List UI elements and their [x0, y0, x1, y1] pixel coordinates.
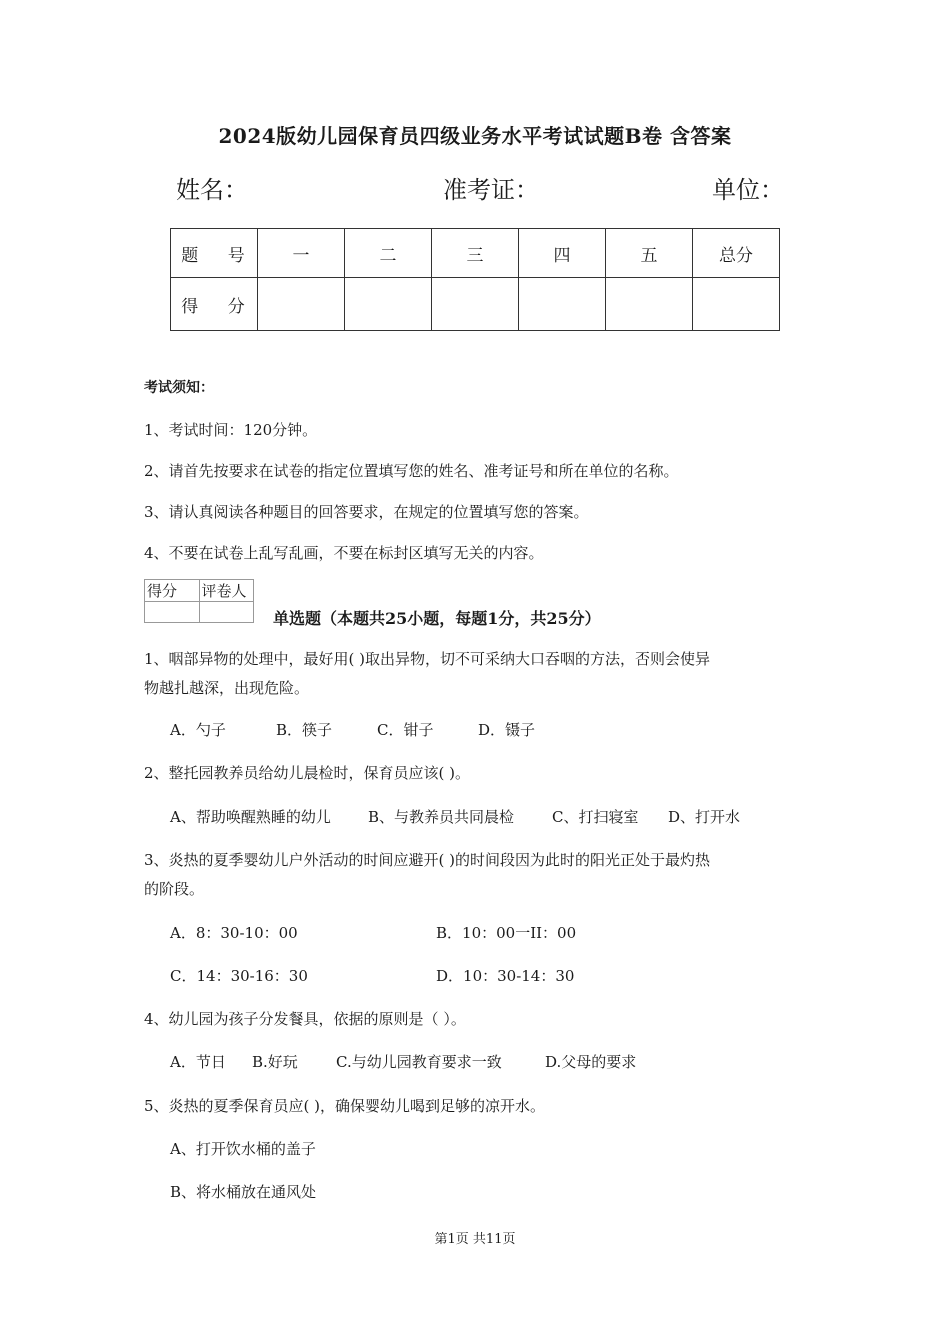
notice-item: 1、考试时间：120分钟。 [144, 421, 318, 439]
option-a: A、帮助唤醒熟睡的幼儿 [170, 808, 331, 826]
question-text: 的阶段。 [144, 880, 205, 898]
score-cell[interactable] [432, 278, 519, 331]
score-cell[interactable] [258, 278, 345, 331]
option-d: D．10：30-14：30 [436, 967, 575, 985]
page-footer: 第1页 共11页 [434, 1232, 516, 1247]
question-text: 3、炎热的夏季婴幼儿户外活动的时间应避开( )的时间段因为此时的阳光正处于最灼热 [144, 851, 711, 869]
unit-label: 单位： [712, 176, 784, 204]
grader-name-cell[interactable] [199, 602, 254, 623]
score-label: 得 分 [171, 278, 258, 331]
question-number-label: 题 号 [171, 229, 258, 278]
question-text: 2、整托园教养员给幼儿晨检时，保育员应该( )。 [144, 764, 471, 782]
option-d: D、打开水 [668, 808, 741, 826]
column-header: 一 [258, 229, 345, 278]
notice-item: 4、不要在试卷上乱写乱画，不要在标封区填写无关的内容。 [144, 544, 544, 562]
column-header: 总分 [693, 229, 780, 278]
option-c: C．钳子 [377, 721, 434, 739]
notice-item: 3、请认真阅读各种题目的回答要求，在规定的位置填写您的答案。 [144, 503, 589, 521]
score-cell[interactable] [693, 278, 780, 331]
name-label: 姓名： [176, 176, 248, 204]
option-d: D.父母的要求 [545, 1053, 637, 1071]
score-cell[interactable] [345, 278, 432, 331]
option-b: B、与教养员共同晨检 [368, 808, 515, 826]
page-title: 2024版幼儿园保育员四级业务水平考试试题B卷 含答案 [218, 124, 732, 148]
question-text: 5、炎热的夏季保育员应( )，确保婴幼儿喝到足够的凉开水。 [144, 1097, 546, 1115]
option-b: B.好玩 [252, 1053, 298, 1071]
option-c: C、打扫寝室 [552, 808, 639, 826]
grader-box [144, 579, 254, 623]
option-a: A、打开饮水桶的盖子 [170, 1140, 316, 1158]
option-d: D．镊子 [478, 721, 536, 739]
column-header: 四 [519, 229, 606, 278]
question-text: 物越扎越深，出现危险。 [144, 679, 310, 697]
notice-item: 2、请首先按要求在试卷的指定位置填写您的姓名、准考证号和所在单位的名称。 [144, 462, 679, 480]
column-header: 二 [345, 229, 432, 278]
score-table-header-row [171, 229, 780, 278]
option-c: C.与幼儿园教育要求一致 [336, 1053, 502, 1071]
grader-score-cell[interactable] [145, 602, 200, 623]
option-a: A．勺子 [170, 721, 226, 739]
column-header: 三 [432, 229, 519, 278]
option-b: B、将水桶放在通风处 [170, 1183, 317, 1201]
question-text: 4、幼儿园为孩子分发餐具，依据的原则是（ ）。 [144, 1010, 466, 1028]
option-b: B．筷子 [276, 721, 333, 739]
grader-name-label: 评卷人 [199, 580, 254, 602]
option-a: A．节日 [170, 1053, 226, 1071]
section-title: 单选题（本题共25小题，每题1分，共25分） [273, 609, 601, 628]
option-a: A．8：30-10：00 [170, 924, 298, 942]
score-table [170, 228, 780, 331]
score-cell[interactable] [606, 278, 693, 331]
exam-id-label: 准考证： [443, 176, 539, 204]
question-text: 1、咽部异物的处理中，最好用( )取出异物，切不可采纳大口吞咽的方法，否则会使异 [144, 650, 711, 668]
grader-score-label: 得分 [145, 580, 200, 602]
notice-heading: 考试须知： [144, 380, 214, 396]
score-table-score-row [171, 278, 780, 331]
option-c: C．14：30-16：30 [170, 967, 308, 985]
score-cell[interactable] [519, 278, 606, 331]
column-header: 五 [606, 229, 693, 278]
option-b: B．10：00一II：00 [436, 924, 577, 942]
